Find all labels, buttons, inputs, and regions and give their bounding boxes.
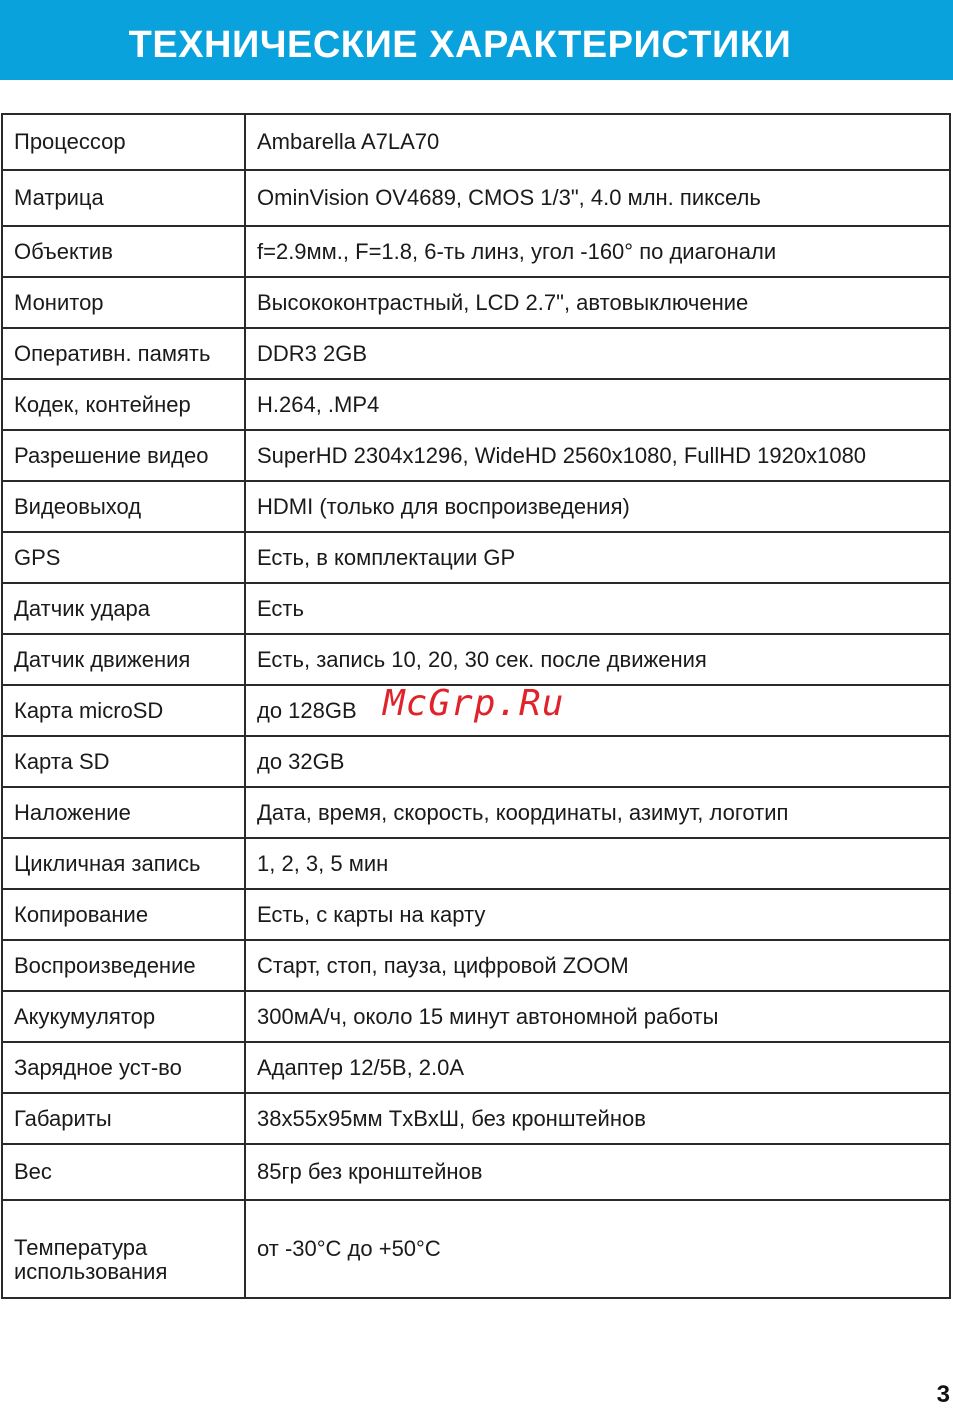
spec-value: Есть <box>245 583 950 634</box>
spec-param: Датчик удара <box>2 583 245 634</box>
spec-param: Зарядное уст-во <box>2 1042 245 1093</box>
spec-param: Кодек, контейнер <box>2 379 245 430</box>
spec-value: 38x55x95мм ТxВxШ, без кронштейнов <box>245 1093 950 1144</box>
spec-param: Наложение <box>2 787 245 838</box>
spec-param: Объектив <box>2 226 245 277</box>
table-row <box>2 532 950 583</box>
spec-param: Монитор <box>2 277 245 328</box>
spec-value: 1, 2, 3, 5 мин <box>245 838 950 889</box>
table-row <box>2 481 950 532</box>
spec-param: Копирование <box>2 889 245 940</box>
table-row <box>2 226 950 277</box>
spec-value: Высококонтрастный, LCD 2.7", автовыключение <box>245 277 950 328</box>
spec-value: Старт, стоп, пауза, цифровой ZOOM <box>245 940 950 991</box>
spec-param: Датчик движения <box>2 634 245 685</box>
spec-param: Карта microSD <box>2 685 245 736</box>
spec-value: от -30°С до +50°С <box>245 1200 950 1298</box>
table-row <box>2 634 950 685</box>
table-row <box>2 277 950 328</box>
spec-value: H.264, .MP4 <box>245 379 950 430</box>
spec-param: Процессор <box>2 114 245 170</box>
spec-value: OminVision OV4689, CMOS 1/3", 4.0 млн. пиксель <box>245 170 950 226</box>
table-row <box>2 736 950 787</box>
page-title: ТЕХНИЧЕСКИЕ ХАРАКТЕРИСТИКИ <box>128 24 792 66</box>
spec-value: DDR3 2GB <box>245 328 950 379</box>
spec-param: Акукумулятор <box>2 991 245 1042</box>
table-row <box>2 1144 950 1200</box>
spec-value: HDMI (только для воспроизведения) <box>245 481 950 532</box>
spec-value: до 128GB <box>245 685 950 736</box>
table-row <box>2 583 950 634</box>
spec-param: Температура использования <box>2 1200 245 1298</box>
table-row <box>2 838 950 889</box>
spec-param: Оперативн. память <box>2 328 245 379</box>
page-number: 3 <box>936 1381 950 1408</box>
spec-value: Есть, запись 10, 20, 30 сек. после движения <box>245 634 950 685</box>
spec-value: SuperHD 2304x1296, WideHD 2560x1080, FullHD 1920x1080 <box>245 430 950 481</box>
table-row <box>2 430 950 481</box>
spec-param: Вес <box>2 1144 245 1200</box>
spec-value: Есть, в комплектации GP <box>245 532 950 583</box>
spec-param: Разрешение видео <box>2 430 245 481</box>
spec-param: Видеовыход <box>2 481 245 532</box>
table-row <box>2 991 950 1042</box>
table-row <box>2 379 950 430</box>
watermark-text: McGrp.Ru <box>383 683 565 724</box>
table-row <box>2 328 950 379</box>
table-row <box>2 1200 950 1298</box>
table-row <box>2 889 950 940</box>
spec-value: Адаптер 12/5В, 2.0А <box>245 1042 950 1093</box>
spec-param: GPS <box>2 532 245 583</box>
spec-value: 85гр без кронштейнов <box>245 1144 950 1200</box>
table-row <box>2 1093 950 1144</box>
spec-value: Есть, с карты на карту <box>245 889 950 940</box>
spec-param: Карта SD <box>2 736 245 787</box>
spec-param: Матрица <box>2 170 245 226</box>
table-row <box>2 170 950 226</box>
spec-value: 300мА/ч, около 15 минут автономной работы <box>245 991 950 1042</box>
spec-param: Цикличная запись <box>2 838 245 889</box>
spec-value: до 32GB <box>245 736 950 787</box>
spec-value: f=2.9мм., F=1.8, 6-ть линз, угол -160° по диагонали <box>245 226 950 277</box>
table-row <box>2 787 950 838</box>
table-row <box>2 114 950 170</box>
spec-value: Дата, время, скорость, координаты, азимут, логотип <box>245 787 950 838</box>
spec-value: Ambarella A7LA70 <box>245 114 950 170</box>
spec-param: Воспроизведение <box>2 940 245 991</box>
table-row <box>2 1042 950 1093</box>
table-row <box>2 940 950 991</box>
spec-param: Габариты <box>2 1093 245 1144</box>
